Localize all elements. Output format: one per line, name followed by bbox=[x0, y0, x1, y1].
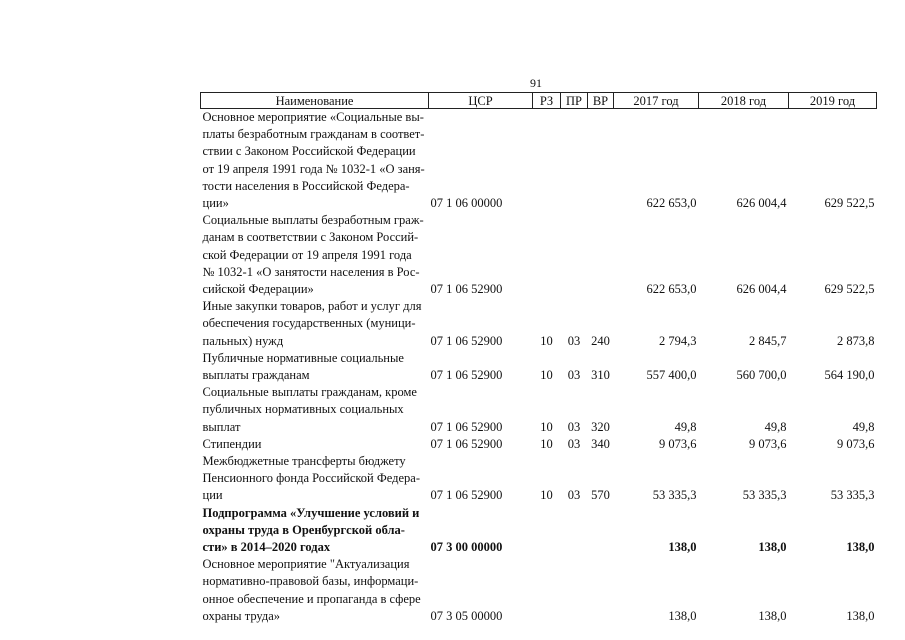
row-vr: 340 bbox=[591, 436, 610, 451]
row-pr: 03 bbox=[567, 368, 581, 383]
row-value-2017: 138,0 bbox=[668, 608, 697, 623]
row-csr: 07 1 06 52900 bbox=[430, 333, 503, 348]
row-vr: 240 bbox=[591, 333, 610, 348]
row-csr: 07 1 06 00000 bbox=[430, 196, 503, 211]
row-value-2018: 560 700,0 bbox=[736, 368, 787, 383]
row-pr bbox=[561, 505, 588, 557]
row-value-2019: 629 522,5 bbox=[824, 196, 875, 211]
row-name: Социальные выплаты гражданам, кроме публичных нормативных социальных выплат bbox=[202, 385, 417, 434]
row-vr: 310 bbox=[591, 368, 610, 383]
table-row bbox=[201, 556, 877, 625]
row-value-2019: 138,0 bbox=[846, 608, 875, 623]
row-vr bbox=[588, 109, 614, 213]
row-vr: 570 bbox=[591, 488, 610, 503]
row-value-2019: 49,8 bbox=[852, 419, 875, 434]
table-row bbox=[201, 212, 877, 298]
row-rz bbox=[533, 556, 561, 625]
table-body bbox=[201, 109, 877, 626]
row-name: Межбюджетные трансферты бюджету Пенсионного фонда Российской Федера- ции bbox=[202, 454, 420, 503]
row-pr: 03 bbox=[567, 419, 581, 434]
row-value-2018: 9 073,6 bbox=[749, 436, 787, 451]
row-value-2017: 49,8 bbox=[674, 419, 697, 434]
header-vr: ВР bbox=[588, 93, 614, 109]
row-vr: 320 bbox=[591, 419, 610, 434]
row-value-2019: 564 190,0 bbox=[824, 368, 875, 383]
row-value-2018: 626 004,4 bbox=[736, 282, 787, 297]
header-2019: 2019 год bbox=[789, 93, 877, 109]
header-2018: 2018 год bbox=[699, 93, 789, 109]
row-csr: 07 1 06 52900 bbox=[430, 282, 503, 297]
row-csr: 07 1 06 52900 bbox=[430, 436, 503, 451]
row-pr bbox=[561, 109, 588, 213]
row-name: Стипендии bbox=[202, 436, 262, 451]
header-csr: ЦСР bbox=[429, 93, 533, 109]
budget-table bbox=[200, 92, 877, 625]
row-value-2017: 9 073,6 bbox=[659, 436, 697, 451]
row-pr bbox=[561, 556, 588, 625]
row-vr bbox=[588, 556, 614, 625]
table-row bbox=[201, 298, 877, 350]
row-pr bbox=[561, 212, 588, 298]
row-name: Основное мероприятие "Актуализация нормативно-правовой базы, информаци- онное обеспечение и пропаганда в сфере охраны труда» bbox=[202, 557, 421, 623]
row-csr: 07 3 05 00000 bbox=[430, 608, 503, 623]
row-value-2017: 622 653,0 bbox=[646, 282, 697, 297]
row-value-2019: 2 873,8 bbox=[837, 333, 875, 348]
row-rz bbox=[533, 109, 561, 213]
row-name: Социальные выплаты безработным граж- данам в соответствии с Законом Россий- ской Федерации от 19 апреля 1991 года № 1032-1 «О занятости населения в Рос- сийской Федерации» bbox=[202, 213, 424, 297]
row-value-2019: 53 335,3 bbox=[830, 488, 875, 503]
row-rz bbox=[533, 505, 561, 557]
row-csr: 07 3 00 00000 bbox=[430, 540, 503, 555]
row-value-2017: 557 400,0 bbox=[646, 368, 697, 383]
row-value-2019: 9 073,6 bbox=[837, 436, 875, 451]
row-vr bbox=[588, 505, 614, 557]
row-name: Основное мероприятие «Социальные вы- платы безработным гражданам в соответ- ствии с Законом Российской Федерации от 19 апреля 1991 года № 1032-1 «О заня- тости населения в Российской Федера- ции» bbox=[202, 110, 425, 211]
table-row bbox=[201, 109, 877, 213]
row-value-2017: 622 653,0 bbox=[646, 196, 697, 211]
page-number: 91 bbox=[530, 76, 542, 90]
row-csr: 07 1 06 52900 bbox=[430, 488, 503, 503]
row-rz: 10 bbox=[540, 419, 553, 434]
row-value-2019: 629 522,5 bbox=[824, 282, 875, 297]
row-pr: 03 bbox=[567, 436, 581, 451]
row-pr: 03 bbox=[567, 333, 581, 348]
table-row bbox=[201, 436, 877, 453]
row-name: Подпрограмма «Улучшение условий и охраны труда в Оренбургской обла- сти» в 2014–2020 годах bbox=[202, 505, 420, 555]
row-value-2018: 138,0 bbox=[758, 540, 787, 555]
row-csr: 07 1 06 52900 bbox=[430, 419, 503, 434]
table-row bbox=[201, 350, 877, 384]
row-rz: 10 bbox=[540, 333, 553, 348]
row-rz: 10 bbox=[540, 436, 553, 451]
row-value-2018: 53 335,3 bbox=[742, 488, 787, 503]
header-2017: 2017 год bbox=[614, 93, 699, 109]
row-value-2018: 626 004,4 bbox=[736, 196, 787, 211]
row-value-2017: 138,0 bbox=[668, 540, 697, 555]
row-rz bbox=[533, 212, 561, 298]
row-rz: 10 bbox=[540, 368, 553, 383]
row-value-2018: 2 845,7 bbox=[749, 333, 787, 348]
row-rz: 10 bbox=[540, 488, 553, 503]
table-row bbox=[201, 505, 877, 557]
header-pr: ПР bbox=[561, 93, 588, 109]
row-value-2018: 49,8 bbox=[764, 419, 787, 434]
table-row bbox=[201, 384, 877, 436]
row-name: Публичные нормативные социальные выплаты гражданам bbox=[202, 350, 404, 383]
row-csr: 07 1 06 52900 bbox=[430, 368, 503, 383]
row-name: Иные закупки товаров, работ и услуг для обеспечения государственных (муници- пальных) нужд bbox=[202, 299, 422, 348]
row-value-2017: 2 794,3 bbox=[659, 333, 697, 348]
header-name: Наименование bbox=[201, 93, 429, 109]
row-vr bbox=[588, 212, 614, 298]
row-value-2019: 138,0 bbox=[846, 540, 875, 555]
header-rz: РЗ bbox=[533, 93, 561, 109]
table-row bbox=[201, 453, 877, 505]
table-header bbox=[201, 93, 877, 109]
row-pr: 03 bbox=[567, 488, 581, 503]
row-value-2017: 53 335,3 bbox=[652, 488, 697, 503]
row-value-2018: 138,0 bbox=[758, 608, 787, 623]
